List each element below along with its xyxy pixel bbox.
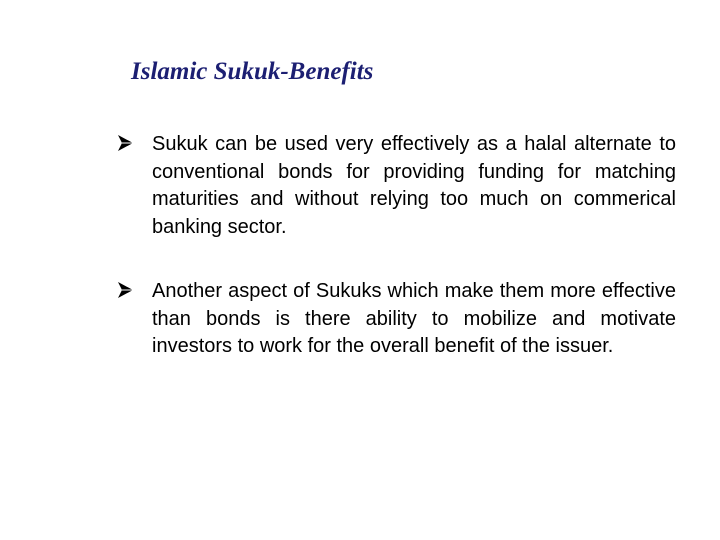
arrowhead-bullet-icon (116, 133, 136, 153)
slide-title: Islamic Sukuk-Benefits (131, 58, 374, 85)
bullet-item (116, 278, 676, 361)
arrowhead-bullet-icon (116, 280, 136, 300)
bullet-item (116, 131, 676, 241)
bullet-text: Sukuk can be used very effectively as a halal alternate to conventional bonds for providing funding for matching maturities and without relying too much on commerical banking sector. (152, 133, 676, 238)
bullet-text: Another aspect of Sukuks which make them more effective than bonds is there ability to mobilize and motivate investors to work for the overall benefit of the issuer. (152, 280, 676, 357)
